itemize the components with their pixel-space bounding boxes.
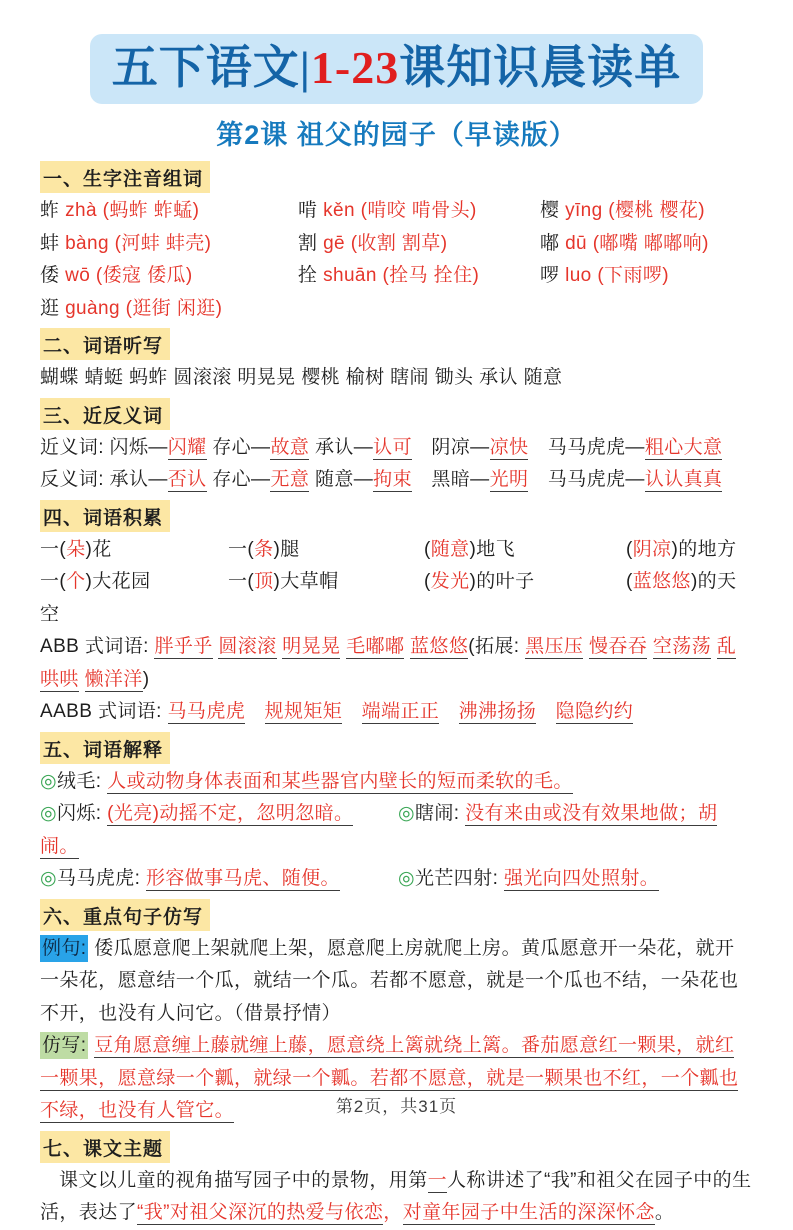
section-header: 五、词语解释 [40,732,170,764]
section-body [40,534,753,729]
section-body [40,766,753,896]
text-line [40,798,753,863]
text-segment: )的叶子 [469,571,535,593]
text-segment [40,534,228,567]
text-segment: 顶 [254,571,274,593]
text-segment: yīng (樱桃 樱花) [565,200,706,222]
text-segment: )花 [85,538,112,560]
text-segment: 乱哄哄 [40,636,737,690]
text-segment [40,863,398,896]
text-segment: ABB 式词语: [40,636,155,658]
text-segment [40,195,298,228]
text-segment [536,701,555,722]
text-segment: )的地方 [671,538,737,560]
text-segment: 阴凉— [411,436,490,458]
text-segment: ， [383,1202,403,1224]
text-segment: 闪耀 [167,436,207,458]
text-segment: 马马虎虎 [167,701,246,723]
text-segment: ◎ [398,868,415,890]
text-line [40,228,753,261]
text-segment: zhà (蚂蚱 蚱蜢) [65,200,200,222]
text-segment: (拓展: [468,636,526,658]
text-segment: shuān (拴马 拴住) [323,265,480,287]
text-segment: 。 [654,1202,675,1224]
text-segment: ( [626,538,633,560]
text-segment: 存心— [206,469,271,491]
text-line [40,260,753,293]
text-segment: 嘟 [540,232,566,254]
text-segment [342,701,361,722]
text-segment: 毛嘟嘟 [346,636,405,658]
text-segment: 例句: [40,935,88,962]
section-header: 七、课文主题 [40,1131,170,1163]
text-segment: 认认真真 [644,469,723,491]
text-line [40,1165,753,1230]
text-segment: 阴凉 [632,538,672,560]
text-segment: 存心— [206,436,271,458]
text-segment: 胖乎乎 [154,636,213,658]
text-segment: wō (倭寇 倭瓜) [65,265,193,287]
text-segment: 认可 [373,436,412,458]
text-segment: 光明 [489,469,529,491]
text-segment: )地飞 [469,538,516,560]
text-segment: 一 [427,1169,448,1191]
text-segment [626,539,736,560]
text-segment: 反义词: 承认— [40,469,168,491]
text-segment: )腿 [273,538,300,560]
text-segment: 仿写: [40,1032,88,1059]
section-word-accumulation [40,497,753,729]
text-segment: 闪烁: [56,803,108,825]
title-banner [90,34,703,104]
text-segment: 倭瓜愿意爬上架就爬上架，愿意爬上房就爬上房。黄瓜愿意开一朵花，就开一朵花，愿意结一个瓜，就结一个瓜。若都不愿意，就是一个瓜也不结，一朵花也不开，也没有人问它。（借景抒情） [40,937,739,1024]
text-segment [40,228,298,261]
text-segment [398,868,659,891]
text-line [40,362,753,395]
text-segment: 蚱 [40,200,66,222]
text-segment [228,566,424,599]
text-segment: 豆角愿意缠上藤就缠上藤，愿意绕上篱就绕上篱。番茄愿意红一颗果，就红一颗果，愿意绿一个瓤，就绿一个瓤。若都不愿意，就是一颗果也不红，一个瓤也不绿，也没有人管它。 [40,1035,739,1122]
text-segment: ) [142,668,150,690]
section-header: 二、词语听写 [40,328,170,360]
text-segment [439,701,458,722]
section-text-theme [40,1128,753,1230]
text-segment: 发光 [430,571,470,593]
text-line [40,432,753,465]
text-segment: 马马虎虎: [56,868,146,890]
text-segment: 啰 [540,265,566,287]
text-segment: 否认 [167,469,207,491]
text-segment: 马马虎虎— [528,469,645,491]
text-segment: 马马虎虎— [528,436,645,458]
text-segment: 拴 [298,265,324,287]
text-segment: 倭 [40,265,66,287]
text-segment: 条 [254,538,274,560]
text-segment: 课文以儿童的视角描写园子中的景物，用第 [59,1169,428,1191]
section-body [40,195,753,325]
text-segment: 懒洋洋 [84,668,143,690]
text-segment [540,265,669,286]
section-pinyin-words [40,158,753,325]
section-header: 三、近反义词 [40,398,170,430]
text-segment: 一( [40,571,67,593]
text-line [40,293,753,326]
text-segment [424,534,626,567]
text-segment [40,798,398,831]
text-segment [40,260,298,293]
text-segment [298,195,540,228]
text-segment: )大草帽 [273,571,339,593]
section-dictation [40,325,753,395]
text-segment: 人称讲述了“我”和祖父在园子中的生活，表达了 [40,1169,752,1224]
text-segment: “我”对祖父深沉的热爱与依恋 [137,1202,384,1224]
text-line [40,566,753,631]
text-segment: 光芒四射: [414,868,504,890]
text-segment: 强光向四处照射。 [503,868,660,890]
text-segment: 啃 [298,200,324,222]
text-segment: 没有来由或没有效果地做；胡闹。 [40,803,718,857]
section-header: 六、重点句子仿写 [40,899,210,931]
text-segment: kěn (啃咬 啃骨头) [323,200,477,222]
text-segment: 随意 [430,538,470,560]
text-segment [424,566,626,599]
text-segment: 逛 [40,297,66,319]
text-segment: ( [424,538,431,560]
text-segment: 樱 [540,200,566,222]
text-segment: ( [424,571,431,593]
text-segment [40,566,228,599]
section-synonyms-antonyms [40,395,753,497]
text-line [40,464,753,497]
section-header: 一、生字注音组词 [40,161,210,193]
text-segment: ◎ [40,770,57,792]
section-body [40,362,753,395]
text-segment: 空荡荡 [652,636,712,658]
section-body [40,1165,753,1230]
title-part-red: 1-23 [310,42,400,93]
text-segment: 无意 [270,469,310,491]
text-segment [79,669,85,690]
text-segment: 隐隐约约 [555,701,634,723]
text-segment [298,228,540,261]
text-segment: 随意— [309,469,374,491]
text-line [40,766,753,799]
section-header: 四、词语积累 [40,500,170,532]
text-segment: 一( [228,538,255,560]
text-segment: 沸沸扬扬 [458,701,537,723]
text-segment: 割 [298,232,324,254]
text-line [40,863,753,896]
text-segment: 对童年园子中生活的深深怀念 [402,1202,655,1224]
text-segment [711,636,717,657]
text-line [40,696,753,729]
text-segment: ( [626,571,633,593]
text-segment: luo (下雨啰) [565,265,669,287]
text-segment: gē (收割 割草) [323,232,448,254]
text-segment: 承认— [309,436,374,458]
text-segment [228,534,424,567]
text-segment [540,200,705,221]
text-segment: guàng (逛街 闲逛) [65,297,223,319]
text-segment: AABB 式词语: [40,701,168,723]
text-segment: 拘束 [373,469,412,491]
text-segment: dū (嘟嘴 嘟嘟响) [565,232,709,254]
section-body [40,432,753,497]
title-part-blue: 五下语文| [111,42,311,93]
text-segment: ◎ [398,803,415,825]
text-segment: 端端正正 [361,701,440,723]
text-segment: 一( [228,571,255,593]
text-segment: )大花园 [85,571,151,593]
text-line [40,933,753,1031]
page-number-footer: 第2页，共31页 [335,1097,458,1116]
text-segment: ◎ [40,868,57,890]
text-segment: )的天空 [40,571,737,625]
text-segment: 瞎闹: [414,803,466,825]
text-segment: 蓝悠悠 [632,571,691,593]
section-word-definitions [40,729,753,896]
text-line [40,631,753,696]
text-segment: 黑暗— [411,469,490,491]
text-segment: bàng (河蚌 蚌壳) [65,232,212,254]
text-segment: 人或动物身体表面和某些器官内壁长的短而柔软的毛。 [107,770,573,792]
text-segment: 个 [66,571,86,593]
text-segment: 蚌 [40,232,66,254]
text-segment [298,260,540,293]
text-segment [40,298,222,319]
text-segment: 黑压压 [525,636,584,658]
lesson-subtitle: 第2课 祖父的园子（早读版） [216,120,577,151]
text-segment [245,701,264,722]
text-segment: 形容做事马虎、随便。 [145,868,340,890]
text-segment: 明晃晃 [282,636,341,658]
text-segment: 慢吞吞 [589,636,648,658]
text-segment [540,233,709,254]
text-segment: 绒毛: [56,770,108,792]
text-segment: (光亮)动摇不定，忽明忽暗。 [107,803,354,825]
text-segment: 凉快 [489,436,529,458]
text-segment: ◎ [40,803,57,825]
text-segment: 蓝悠悠 [410,636,469,658]
text-segment: 粗心大意 [644,436,723,458]
title-part-blue2: 课知识晨读单 [399,42,682,93]
text-segment: 蝴蝶 蜻蜓 蚂蚱 圆滚滚 明晃晃 樱桃 榆树 瞎闹 锄头 承认 随意 [40,367,563,389]
text-segment: 朵 [66,538,86,560]
text-segment: 圆滚滚 [218,636,277,658]
text-line [40,195,753,228]
text-segment: 故意 [270,436,310,458]
text-segment: 近义词: 闪烁— [40,436,168,458]
text-line [40,534,753,567]
text-segment: 一( [40,538,67,560]
text-segment: 规规矩矩 [264,701,343,723]
